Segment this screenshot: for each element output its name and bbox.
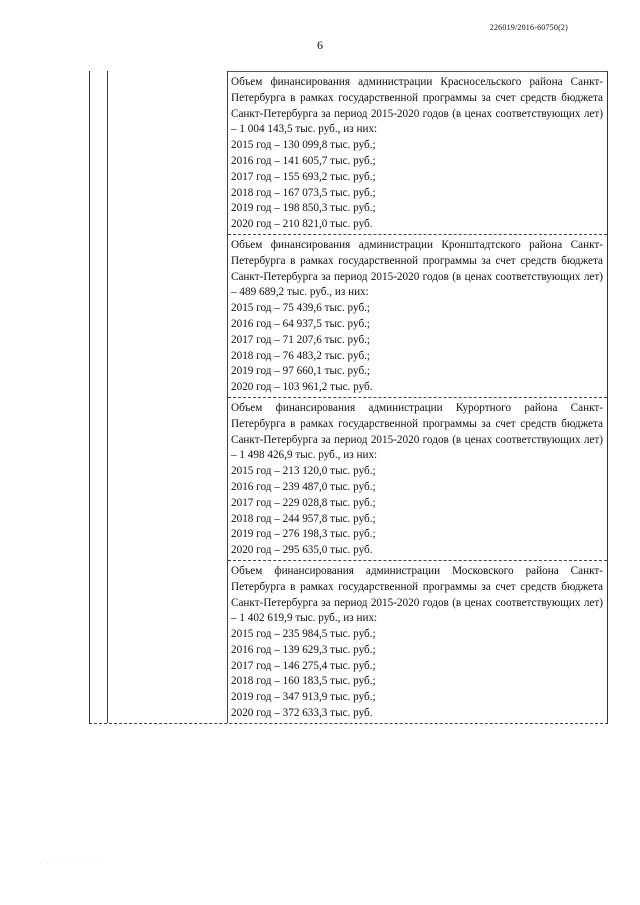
year-line: 2017 год – 155 693,2 тыс. руб.; [231, 170, 376, 183]
year-line: 2016 год – 141 605,7 тыс. руб.; [231, 154, 376, 167]
year-line: 2017 год – 229 028,8 тыс. руб.; [231, 496, 376, 509]
year-line: 2018 год – 244 957,8 тыс. руб.; [231, 512, 376, 525]
year-line: 2019 год – 198 850,3 тыс. руб.; [231, 202, 376, 215]
block-heading: Объем финансирования администрации Кронштадтского района Санкт-Петербурга в рамках государственной программы за счет средств бюджета Санкт-Петербурга за период 2015-2020 годов (в ценах соответствующих лет) – 489 689,2 тыс. руб., из них: [231, 238, 603, 299]
year-line: 2018 год – 167 073,5 тыс. руб.; [231, 186, 376, 199]
year-line: 2016 год – 139 629,3 тыс. руб.; [231, 643, 376, 656]
block-heading: Объем финансирования администрации Красносельского района Санкт-Петербурга в рамках государственной программы за счет средств бюджета Санкт-Петербурга за период 2015-2020 годов (в ценах соответствующих лет) – 1 004 143,5 тыс. руб., из них: [231, 76, 603, 136]
year-line: 2018 год – 76 483,2 тыс. руб.; [231, 349, 371, 362]
financing-column [228, 71, 607, 723]
year-line: 2020 год – 210 821,0 тыс. руб. [231, 218, 373, 231]
year-line: 2018 год – 160 183,5 тыс. руб.; [231, 675, 376, 688]
year-line: 2016 год – 239 487,0 тыс. руб.; [231, 480, 376, 493]
financing-block-kronshtadtsky [228, 234, 607, 397]
year-line: 2015 год – 130 099,8 тыс. руб.; [231, 139, 376, 152]
year-line: 2016 год – 64 937,5 тыс. руб.; [231, 317, 371, 330]
financing-block-krasnoselsky [228, 71, 607, 234]
document-registration-number: 226019/2016-60750(2) [489, 23, 568, 32]
page-number: 6 [317, 38, 323, 52]
column-divider [107, 71, 108, 723]
scan-artifact: · · · · · · · · · [40, 862, 99, 867]
year-line: 2015 год – 75 439,6 тыс. руб.; [231, 302, 371, 315]
financing-table [89, 71, 608, 724]
year-line: 2019 год – 97 660,1 тыс. руб.; [231, 365, 371, 378]
year-line: 2020 год – 372 633,3 тыс. руб. [231, 707, 373, 720]
financing-block-kurortny [228, 397, 607, 560]
year-line: 2019 год – 276 198,3 тыс. руб.; [231, 528, 376, 541]
year-line: 2020 год – 103 961,2 тыс. руб. [231, 381, 373, 394]
year-line: 2017 год – 146 275,4 тыс. руб.; [231, 659, 376, 672]
year-line: 2020 год – 295 635,0 тыс. руб. [231, 544, 373, 557]
year-line: 2015 год – 235 984,5 тыс. руб.; [231, 628, 376, 641]
year-line: 2017 год – 71 207,6 тыс. руб.; [231, 333, 371, 346]
financing-block-moskovsky [228, 560, 607, 723]
year-line: 2015 год – 213 120,0 тыс. руб.; [231, 465, 376, 478]
block-heading: Объем финансирования администрации Московского района Санкт-Петербурга в рамках государственной программы за счет средств бюджета Санкт-Петербурга за период 2015-2020 годов (в ценах соответствующих лет) – 1 402 619,9 тыс. руб., из них: [231, 564, 603, 625]
year-line: 2019 год – 347 913,9 тыс. руб.; [231, 691, 376, 704]
block-heading: Объем финансирования администрации Курортного района Санкт-Петербурга в рамках государственной программы за счет средств бюджета Санкт-Петербурга за период 2015-2020 годов (в ценах соответствующих лет) – 1 498 426,9 тыс. руб., из них: [231, 401, 603, 462]
